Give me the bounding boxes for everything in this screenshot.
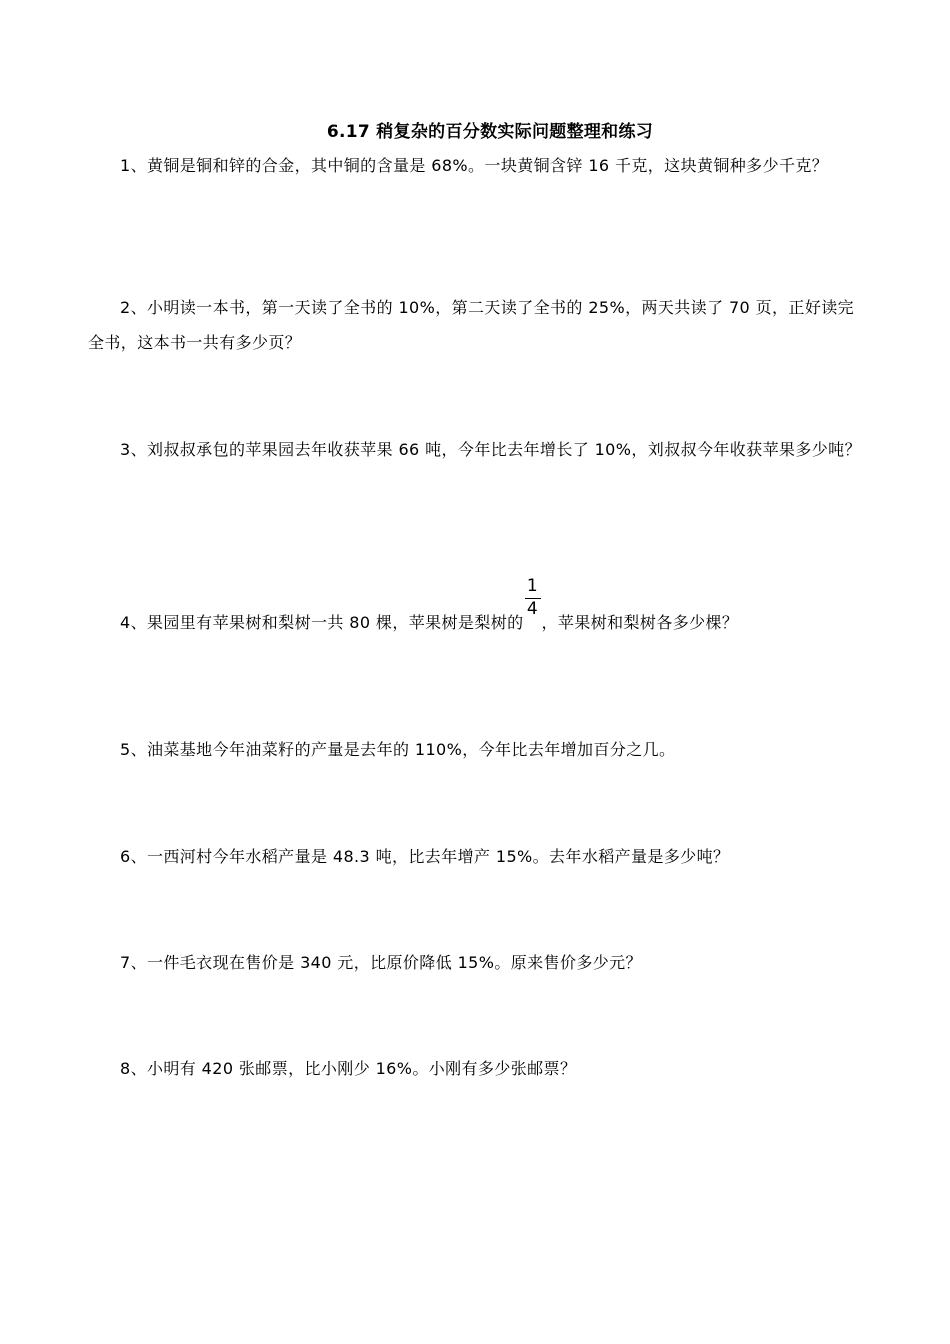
question-number: 3、 xyxy=(120,440,147,459)
page-title: 6.17 稍复杂的百分数实际问题整理和练习 xyxy=(326,122,654,142)
question-7 xyxy=(88,945,868,980)
question-text: 小明读一本书，第一天读了全书的 10%，第二天读了全书的 25%，两天共读了 70 页，正好读完全书，这本书一共有多少页？ xyxy=(88,298,855,352)
question-3 xyxy=(88,432,868,467)
question-number: 4、 xyxy=(120,613,147,632)
question-1 xyxy=(88,148,868,183)
question-4 xyxy=(88,576,868,640)
fraction-denominator: 4 xyxy=(526,599,539,619)
question-text: 油菜基地今年油菜籽的产量是去年的 110%，今年比去年增加百分之几。 xyxy=(146,740,676,759)
question-text: 黄铜是铜和锌的合金，其中铜的含量是 68%。一块黄铜含锌 16 千克，这块黄铜种多少千克？ xyxy=(146,156,829,175)
question-number: 1、 xyxy=(120,156,147,175)
question-5 xyxy=(88,732,868,767)
question-text: 果园里有苹果树和梨树一共 80 棵，苹果树是梨树的 xyxy=(146,613,524,632)
question-text-continued: ，苹果树和梨树各多少棵？ xyxy=(541,613,739,632)
question-8 xyxy=(88,1051,868,1086)
question-number: 5、 xyxy=(120,740,147,759)
question-number: 2、 xyxy=(120,298,147,317)
question-text: 小明有 420 张邮票，比小刚少 16%。小刚有多少张邮票？ xyxy=(146,1059,577,1078)
question-text: 一件毛衣现在售价是 340 元，比原价降低 15%。原来售价多少元？ xyxy=(146,953,642,972)
fraction-one-quarter xyxy=(524,576,542,628)
question-text: 一西河村今年水稻产量是 48.3 吨，比去年增产 15%。去年水稻产量是多少吨？ xyxy=(146,847,730,866)
fraction-numerator: 1 xyxy=(526,576,539,596)
question-6 xyxy=(88,839,868,874)
question-text: 刘叔叔承包的苹果园去年收获苹果 66 吨，今年比去年增长了 10%，刘叔叔今年收获苹果多少吨？ xyxy=(146,440,861,459)
question-2 xyxy=(88,290,868,360)
question-number: 7、 xyxy=(120,953,147,972)
question-number: 8、 xyxy=(120,1059,147,1078)
question-number: 6、 xyxy=(120,847,147,866)
